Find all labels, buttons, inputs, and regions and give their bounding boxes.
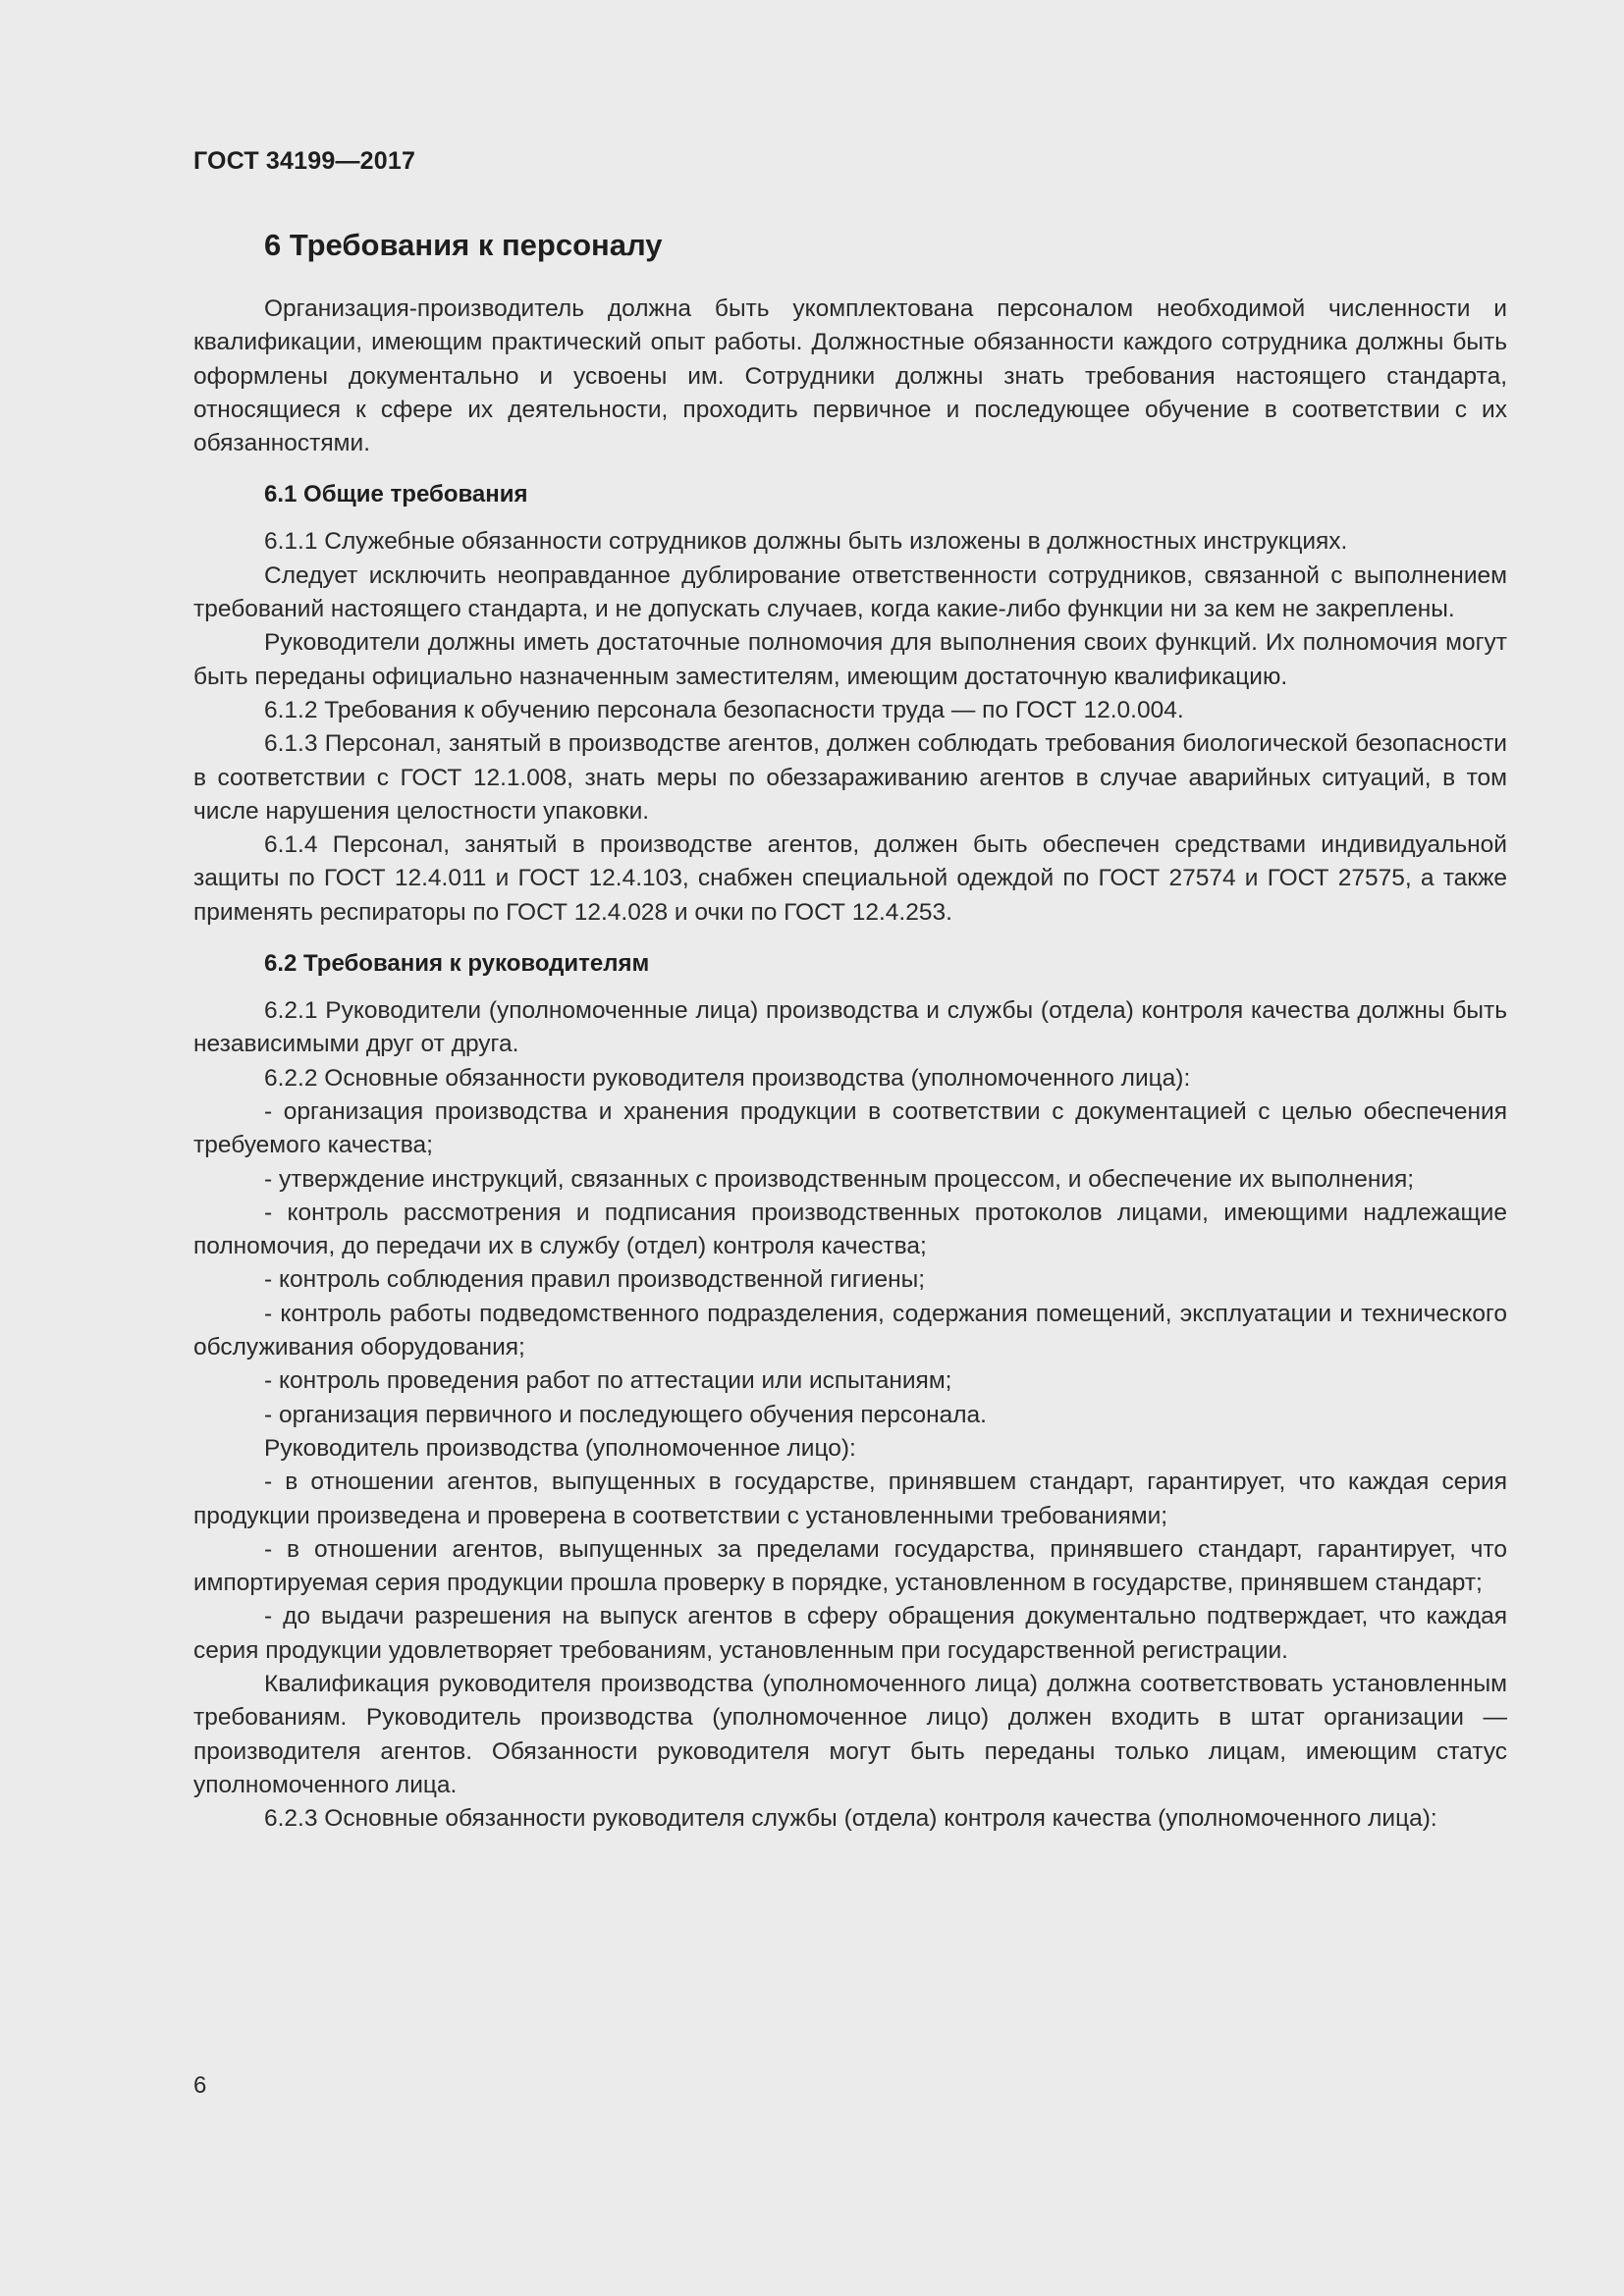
paragraph-6-1-3: 6.1.3 Персонал, занятый в производстве агентов, должен соблюдать требования биологической безопасности в соответствии с ГОСТ 12.1.008, знать меры по обеззараживанию агентов в случае аварийных ситуаций, в том числе нарушения целостности упаковки. <box>193 730 1507 825</box>
document-code: ГОСТ 34199—2017 <box>193 147 416 175</box>
paragraph-authority: Руководители должны иметь достаточные полномочия для выполнения своих функций. Их полномочия могут быть переданы официально назначенным заместителям, имеющим достаточную квалификацию. <box>193 629 1507 690</box>
subsection-6-2-title: 6.2 Требования к руководителям <box>264 950 650 978</box>
paragraph-6-1-4: 6.1.4 Персонал, занятый в производстве агентов, должен быть обеспечен средствами индивидуальной защиты по ГОСТ 12.4.011 и ГОСТ 12.4.103, снабжен специальной одеждой по ГОСТ 27574 и ГОСТ 27575, а также применять респираторы по ГОСТ 12.4.028 и очки по ГОСТ 12.4.253. <box>193 831 1507 926</box>
list-item: - в отношении агентов, выпущенных за пределами государства, принявшего стандарт, гарантирует, что импортируемая серия продукции прошла проверку в порядке, установленном в государстве, принявшем стандарт; <box>193 1535 1507 1597</box>
paragraph-6-1-2: 6.1.2 Требования к обучению персонала безопасности труда — по ГОСТ 12.0.004. <box>264 696 1184 723</box>
list-item: - контроль соблюдения правил производственной гигиены; <box>264 1266 926 1294</box>
list-item: - утверждение инструкций, связанных с производственным процессом, и обеспечение их выполнения; <box>264 1165 1415 1193</box>
list-item: - организация производства и хранения продукции в соответствии с документацией с целью обеспечения требуемого качества; <box>193 1097 1507 1159</box>
subsection-6-1-title: 6.1 Общие требования <box>264 481 528 508</box>
paragraph-6-2-1: 6.2.1 Руководители (уполномоченные лица) производства и службы (отдела) контроля качества должны быть независимыми друг от друга. <box>193 997 1507 1058</box>
list-item: - в отношении агентов, выпущенных в государстве, принявшем стандарт, гарантирует, что каждая серия продукции произведена и проверена в соответствии с установленными требованиями; <box>193 1468 1507 1529</box>
paragraph-6-2-2: 6.2.2 Основные обязанности руководителя производства (уполномоченного лица): <box>264 1064 1191 1092</box>
page-content <box>193 222 1507 1836</box>
list-item: - контроль работы подведомственного подразделения, содержания помещений, эксплуатации и технического обслуживания оборудования; <box>193 1300 1507 1362</box>
list-item: - контроль проведения работ по аттестации или испытаниям; <box>264 1367 952 1395</box>
list-item: - организация первичного и последующего обучения персонала. <box>264 1401 987 1428</box>
paragraph-6-1-1: 6.1.1 Служебные обязанности сотрудников должны быть изложены в должностных инструкциях. <box>264 528 1348 556</box>
paragraph-qualification: Квалификация руководителя производства (уполномоченного лица) должна соответствовать установленным требованиям. Руководитель производства (уполномоченное лицо) должен входить в штат организации — производителя агентов. Обязанности руководителя могут быть переданы только лицам, имеющим статус уполномоченного лица. <box>193 1670 1507 1798</box>
section-intro: Организация-производитель должна быть укомплектована персоналом необходимой численности и квалификации, имеющим практический опыт работы. Должностные обязанности каждого сотрудника должны быть оформлены документально и усвоены им. Сотрудники должны знать требования настоящего стандарта, относящиеся к сфере их деятельности, проходить первичное и последующее обучение в соответствии с их обязанностями. <box>193 295 1507 457</box>
section-title: 6 Требования к персоналу <box>264 228 663 262</box>
paragraph-duplication: Следует исключить неоправданное дублирование ответственности сотрудников, связанной с выполнением требований настоящего стандарта, и не допускать случаев, когда какие-либо функции ни за кем не закреплены. <box>193 561 1507 623</box>
page-number: 6 <box>193 2072 207 2099</box>
list-item: - контроль рассмотрения и подписания производственных протоколов лицами, имеющими надлежащие полномочия, до передачи их в службу (отдел) контроля качества; <box>193 1199 1507 1260</box>
list-item: - до выдачи разрешения на выпуск агентов в сферу обращения документально подтверждает, что каждая серия продукции удовлетворяет требованиям, установленным при государственной регистрации. <box>193 1603 1507 1664</box>
paragraph-6-2-3: 6.2.3 Основные обязанности руководителя службы (отдела) контроля качества (уполномоченного лица): <box>264 1805 1437 1833</box>
paragraph-production-head: Руководитель производства (уполномоченное лицо): <box>264 1434 856 1462</box>
